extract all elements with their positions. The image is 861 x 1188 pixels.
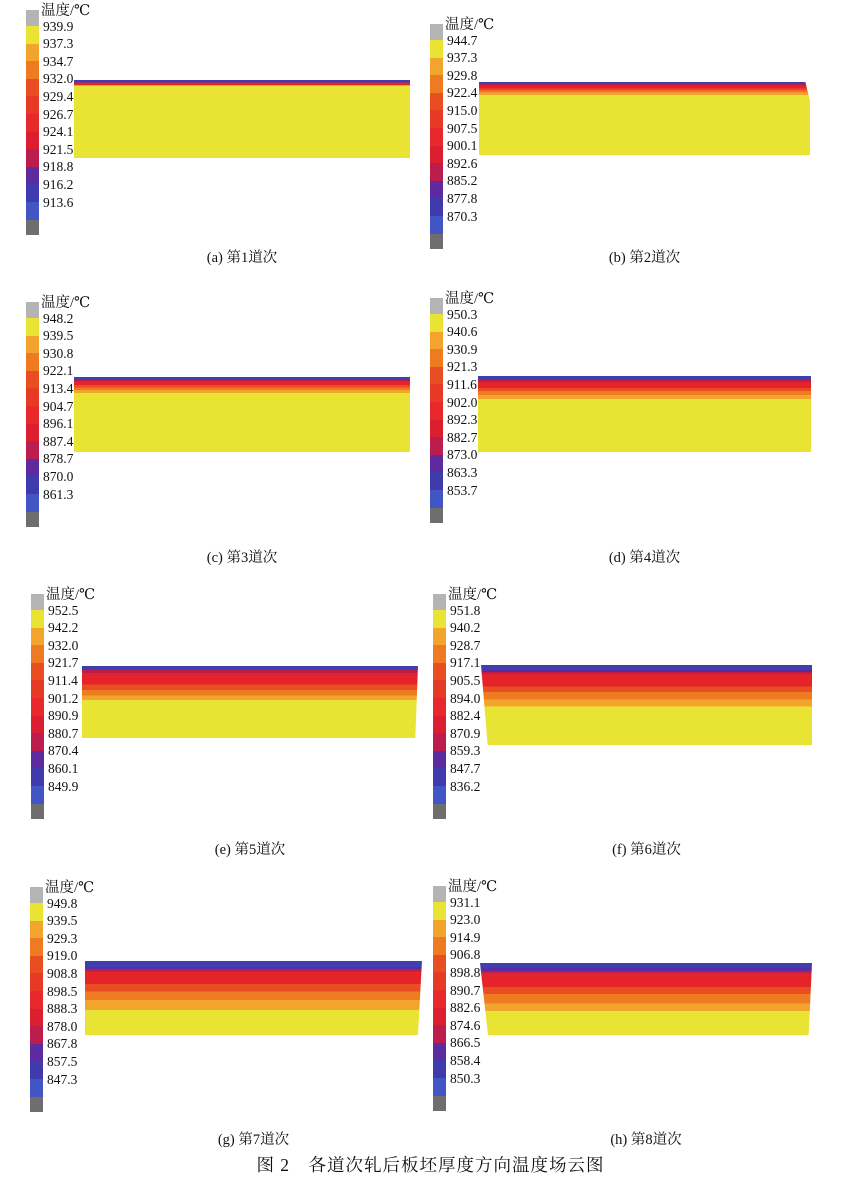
legend-tick-label: 932.0 [48,637,79,653]
legend-color-band [31,680,44,698]
legend-tick-label: 847.7 [450,760,481,776]
legend-color-band [26,388,39,406]
legend-tick-label: 887.4 [43,433,74,449]
legend-color-band [26,79,39,97]
legend-tick-label: 860.1 [48,760,79,776]
legend-color-band [30,938,43,956]
legend-title: 温度/℃ [448,879,498,895]
legend-colorbar [30,887,43,1112]
legend-tick-label: 921.3 [447,359,478,375]
legend-color-band [430,146,443,164]
legend-tick-label: 914.9 [450,929,481,945]
legend-tick-label: 929.4 [43,88,74,104]
legend-tick-label: 907.5 [447,120,478,136]
legend-cap-bottom [30,1097,43,1112]
legend-tick-label: 870.0 [43,468,74,484]
legend-tick-label: 940.6 [447,324,478,340]
legend-tick-label: 919.0 [47,948,78,964]
legend-color-band [430,384,443,402]
legend-tick-label: 906.8 [450,947,481,963]
legend-color-band [30,1026,43,1044]
legend-color-band [31,768,44,786]
legend-color-band [430,367,443,385]
legend-tick-label: 857.5 [47,1053,78,1069]
legend-color-band [433,768,446,786]
legend-color-band [430,455,443,473]
legend-color-band [26,406,39,424]
legend-colorbar [26,10,39,235]
legend-color-band [430,314,443,332]
legend-tick-label: 922.4 [447,85,478,101]
temperature-contour-plot [74,377,410,452]
legend-tick-label: 929.3 [47,930,78,946]
legend-color-band [30,1009,43,1027]
legend-tick-label: 952.5 [48,602,79,618]
legend-title: 温度/℃ [445,17,495,33]
legend-color-band [26,371,39,389]
legend-tick-label: 882.7 [447,429,478,445]
legend-tick-label: 885.2 [447,173,478,189]
legend-cap-top [430,298,443,314]
legend-tick-label: 861.3 [43,486,74,502]
legend-tick-label: 929.8 [447,67,478,83]
legend-color-band [430,332,443,350]
legend-color-band [433,663,446,681]
legend-color-band [430,437,443,455]
legend-color-band [433,628,446,646]
legend-tick-label: 888.3 [47,1001,78,1017]
legend-tick-label: 908.8 [47,965,78,981]
legend-color-band [30,921,43,939]
legend-color-band [433,716,446,734]
legend-tick-label: 894.0 [450,690,481,706]
legend-color-band [430,128,443,146]
legend-tick-label: 921.5 [43,141,74,157]
legend-color-band [430,402,443,420]
legend-color-band [30,1044,43,1062]
legend-tick-label: 924.1 [43,124,74,140]
figure-caption: 图 2 各道次轧后板坯厚度方向温度场云图 [256,1155,605,1175]
legend-tick-label: 880.7 [48,725,79,741]
legend-tick-label: 930.8 [43,345,74,361]
legend-color-band [26,26,39,44]
legend-tick-label: 939.5 [43,328,74,344]
temperature-contour-plot [478,376,811,452]
legend-tick-label: 859.3 [450,743,481,759]
subplot-caption: (h) 第8道次 [610,1132,682,1148]
temperature-contour-plot [479,82,810,155]
legend-tick-label: 877.8 [447,190,478,206]
legend-color-band [433,680,446,698]
legend-colorbar [433,594,446,819]
legend-cap-bottom [31,804,44,819]
legend-colorbar [430,24,443,249]
legend-colorbar [26,302,39,527]
legend-colorbar [433,886,446,1111]
legend-colorbar [31,594,44,819]
legend-color-band [433,1043,446,1061]
subplot-caption: (a) 第1道次 [206,250,278,266]
legend-color-band [26,441,39,459]
legend-tick-label: 923.0 [450,912,481,928]
subplot-caption: (d) 第4道次 [608,550,681,566]
legend-tick-label: 913.6 [43,194,74,210]
legend-tick-label: 898.8 [450,964,481,980]
legend-tick-label: 863.3 [447,464,478,480]
legend-color-band [30,973,43,991]
legend-tick-label: 950.3 [447,306,478,322]
legend-color-band [430,181,443,199]
legend-color-band [430,40,443,58]
legend-color-band [430,472,443,490]
legend-title: 温度/℃ [41,3,91,19]
legend-color-band [31,663,44,681]
legend-tick-label: 873.0 [447,447,478,463]
legend-color-band [31,628,44,646]
legend-color-band [31,786,44,804]
legend-tick-label: 874.6 [450,1017,481,1033]
legend-tick-label: 913.4 [43,380,74,396]
legend-cap-bottom [26,220,39,235]
legend-color-band [26,61,39,79]
legend-tick-label: 917.1 [450,655,481,671]
legend-cap-bottom [26,512,39,527]
legend-title: 温度/℃ [46,587,96,603]
legend-tick-label: 847.3 [47,1071,78,1087]
legend-tick-label: 890.9 [48,708,79,724]
legend-tick-label: 878.7 [43,451,74,467]
legend-color-band [30,903,43,921]
temperature-contour-plot [481,665,812,745]
subplot-caption: (f) 第6道次 [612,842,681,858]
legend-tick-label: 918.8 [43,159,74,175]
legend-tick-label: 930.9 [447,341,478,357]
legend-color-band [433,786,446,804]
legend-tick-label: 948.2 [43,310,74,326]
legend-tick-label: 940.2 [450,620,481,636]
legend-tick-label: 858.4 [450,1052,481,1068]
legend-color-band [430,93,443,111]
legend-tick-label: 915.0 [447,102,478,118]
legend-tick-label: 900.1 [447,138,478,154]
legend-color-band [433,937,446,955]
legend-cap-top [433,594,446,610]
legend-cap-bottom [433,1096,446,1111]
legend-tick-label: 878.0 [47,1018,78,1034]
legend-color-band [433,698,446,716]
legend-cap-top [26,10,39,26]
legend-tick-label: 882.4 [450,708,481,724]
legend-tick-label: 890.7 [450,982,481,998]
legend-tick-label: 896.1 [43,416,74,432]
legend-cap-top [26,302,39,318]
legend-tick-label: 898.5 [47,983,78,999]
legend-color-band [26,132,39,150]
legend-color-band [433,902,446,920]
legend-tick-label: 870.4 [48,743,79,759]
legend-tick-label: 870.3 [447,208,478,224]
legend-color-band [433,1025,446,1043]
legend-color-band [26,494,39,512]
legend-cap-top [31,594,44,610]
legend-color-band [26,318,39,336]
legend-color-band [430,420,443,438]
legend-tick-label: 939.9 [43,18,74,34]
legend-color-band [433,920,446,938]
legend-cap-top [430,24,443,40]
subplot-caption: (e) 第5道次 [214,842,286,858]
legend-color-band [31,610,44,628]
legend-tick-label: 922.1 [43,363,74,379]
temperature-contour-plot [74,80,410,158]
legend-tick-label: 849.9 [48,778,79,794]
legend-color-band [26,149,39,167]
legend-tick-label: 926.7 [43,106,74,122]
legend-color-band [433,645,446,663]
legend-tick-label: 931.1 [450,894,481,910]
legend-tick-label: 892.3 [447,412,478,428]
legend-color-band [433,972,446,990]
legend-tick-label: 866.5 [450,1035,481,1051]
legend-tick-label: 901.2 [48,690,79,706]
legend-color-band [430,216,443,234]
legend-color-band [433,751,446,769]
legend-tick-label: 916.2 [43,176,74,192]
subplot-caption: (g) 第7道次 [217,1132,290,1148]
subplot-caption: (b) 第2道次 [608,250,681,266]
legend-color-band [26,336,39,354]
legend-color-band [433,733,446,751]
legend-color-band [430,163,443,181]
legend-color-band [430,75,443,93]
legend-color-band [31,698,44,716]
legend-tick-label: 932.0 [43,71,74,87]
legend-cap-top [433,886,446,902]
legend-color-band [30,956,43,974]
legend-tick-label: 882.6 [450,1000,481,1016]
legend-tick-label: 939.5 [47,913,78,929]
legend-color-band [430,490,443,508]
legend-tick-label: 867.8 [47,1036,78,1052]
legend-color-band [430,110,443,128]
legend-title: 温度/℃ [445,291,495,307]
legend-tick-label: 934.7 [43,53,74,69]
legend-color-band [30,1079,43,1097]
legend-tick-label: 836.2 [450,778,481,794]
legend-tick-label: 911.6 [447,376,477,392]
legend-color-band [31,716,44,734]
legend-color-band [30,1061,43,1079]
legend-color-band [31,733,44,751]
legend-color-band [26,96,39,114]
legend-color-band [430,349,443,367]
legend-tick-label: 853.7 [447,482,478,498]
legend-color-band [430,58,443,76]
legend-tick-label: 944.7 [447,32,478,48]
legend-tick-label: 937.3 [447,50,478,66]
legend-color-band [26,459,39,477]
legend-color-band [26,353,39,371]
legend-color-band [433,990,446,1008]
legend-tick-label: 937.3 [43,36,74,52]
legend-color-band [433,1060,446,1078]
legend-tick-label: 942.2 [48,620,79,636]
legend-cap-bottom [433,804,446,819]
legend-tick-label: 905.5 [450,672,481,688]
legend-color-band [433,610,446,628]
legend-color-band [26,184,39,202]
legend-color-band [30,991,43,1009]
legend-color-band [26,44,39,62]
legend-tick-label: 921.7 [48,655,79,671]
legend-color-band [433,1078,446,1096]
legend-color-band [26,476,39,494]
legend-tick-label: 928.7 [450,637,481,653]
legend-title: 温度/℃ [41,295,91,311]
legend-title: 温度/℃ [448,587,498,603]
temperature-contour-plot [480,963,812,1035]
legend-color-band [433,955,446,973]
legend-tick-label: 951.8 [450,602,481,618]
legend-color-band [26,202,39,220]
legend-cap-top [30,887,43,903]
legend-color-band [31,645,44,663]
legend-colorbar [430,298,443,523]
legend-cap-bottom [430,508,443,523]
legend-tick-label: 902.0 [447,394,478,410]
legend-tick-label: 904.7 [43,398,74,414]
legend-color-band [433,1008,446,1026]
temperature-contour-plot [82,666,418,738]
legend-tick-label: 911.4 [48,672,78,688]
subplot-caption: (c) 第3道次 [206,550,278,566]
legend-title: 温度/℃ [45,880,95,896]
legend-tick-label: 949.8 [47,895,78,911]
legend-color-band [26,167,39,185]
legend-color-band [31,751,44,769]
legend-color-band [26,114,39,132]
legend-tick-label: 892.6 [447,155,478,171]
legend-tick-label: 850.3 [450,1070,481,1086]
legend-color-band [26,424,39,442]
legend-color-band [430,198,443,216]
legend-cap-bottom [430,234,443,249]
legend-tick-label: 870.9 [450,725,481,741]
temperature-contour-plot [85,961,422,1035]
